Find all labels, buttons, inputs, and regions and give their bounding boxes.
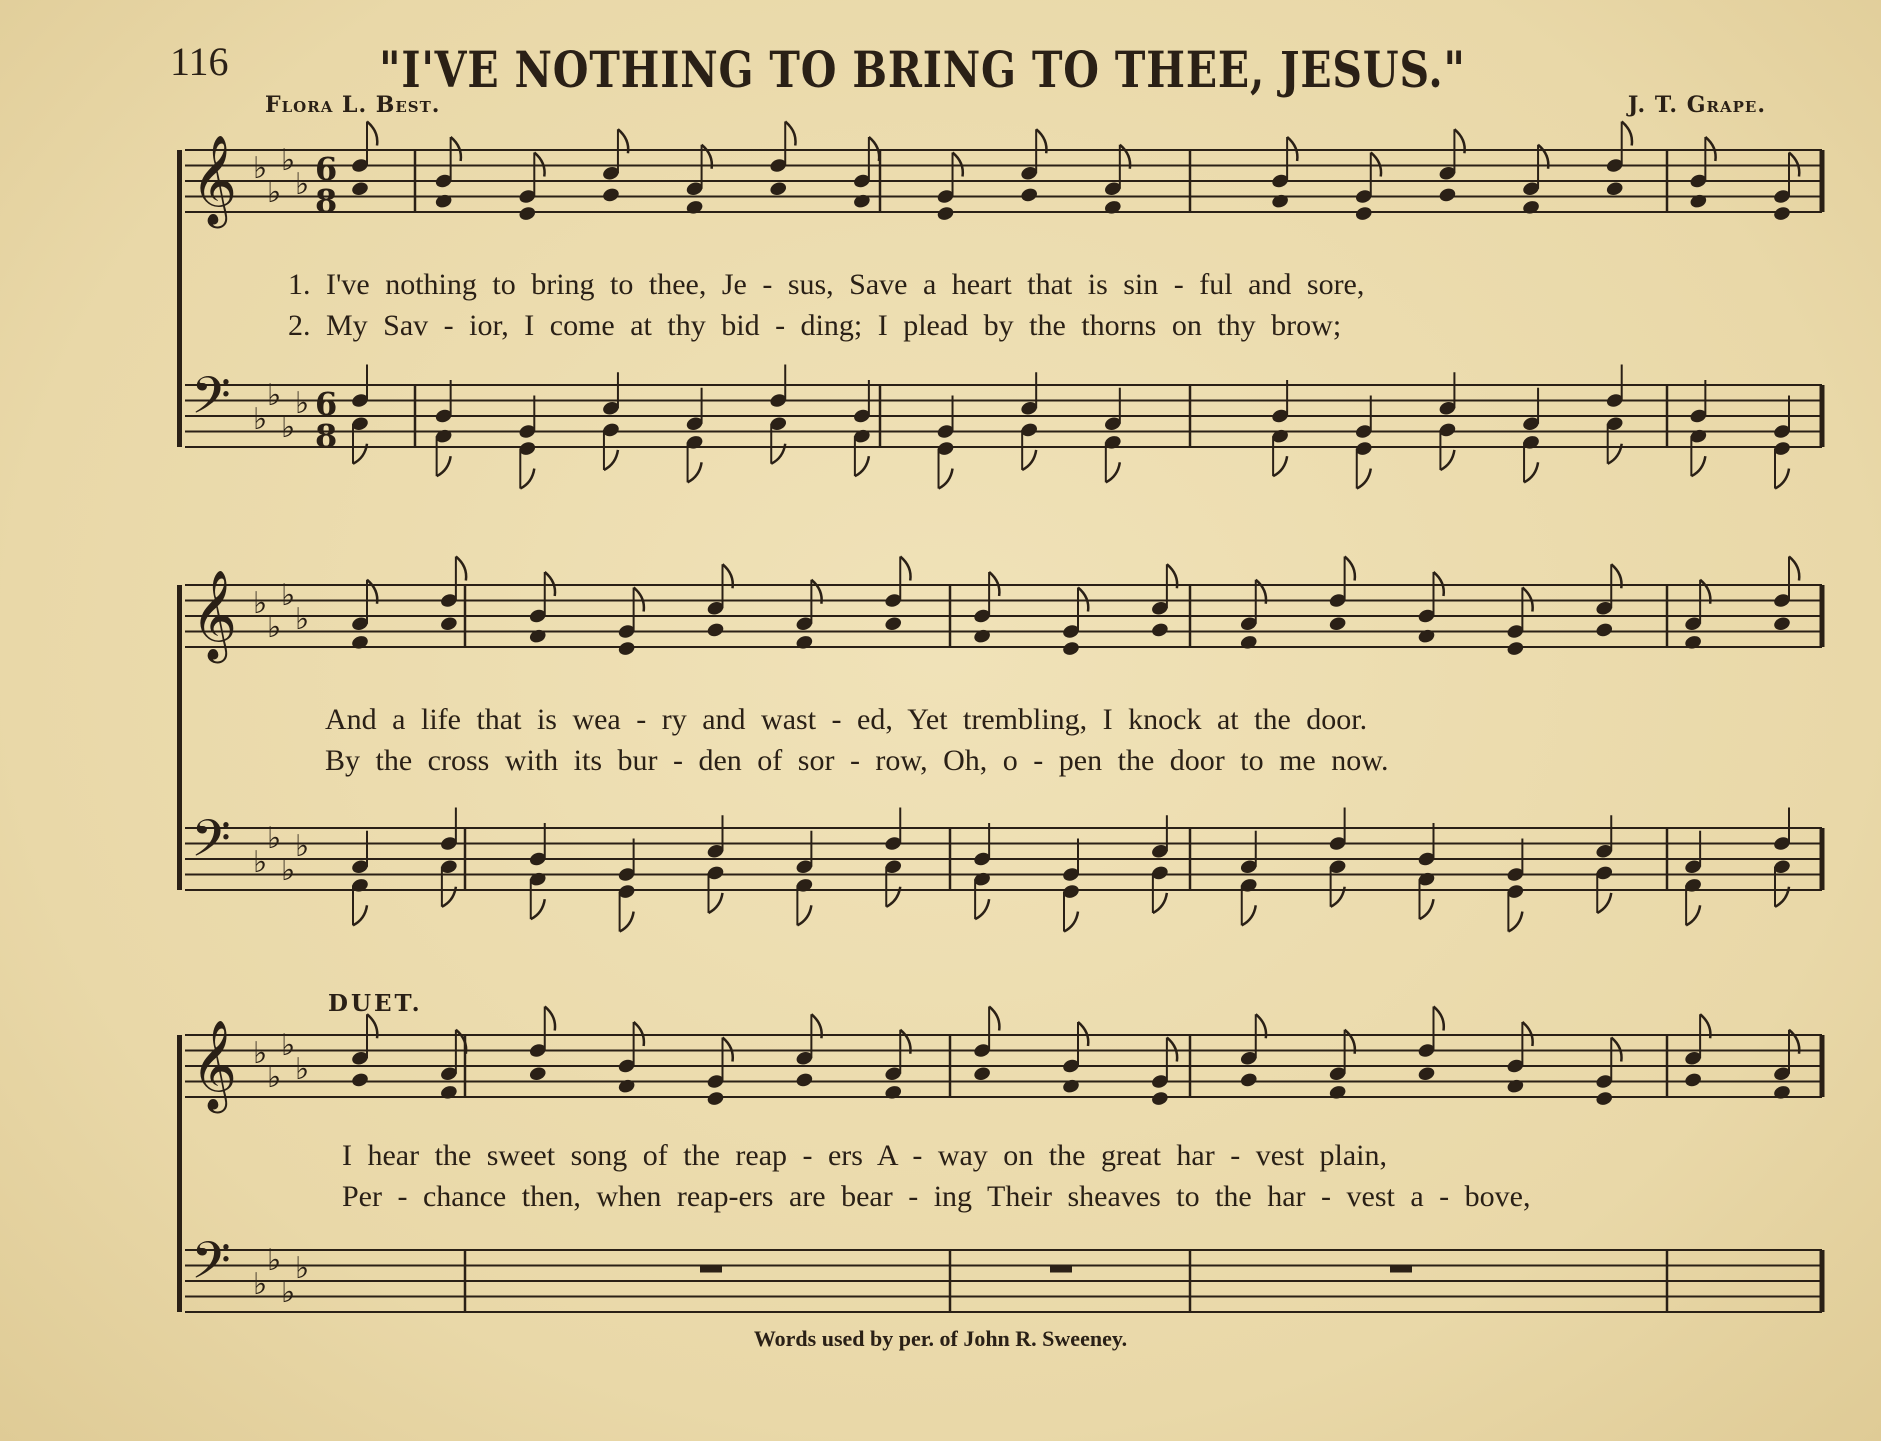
note-flag: [353, 905, 367, 925]
note-head: [1061, 1078, 1080, 1095]
note-head: [1417, 1065, 1436, 1082]
flat-icon: ♭: [281, 578, 296, 613]
flat-icon: ♭: [253, 402, 268, 437]
note-flag: [437, 456, 451, 476]
note-head: [1150, 622, 1169, 639]
note-head: [1506, 640, 1525, 657]
hymn-title: "I'VE NOTHING TO BRING TO THEE, JESUS.": [379, 40, 1466, 99]
flat-icon: ♭: [267, 610, 282, 645]
note-head: [973, 1065, 992, 1082]
system-3-verse-2: Per - chance then, when reap-ers are bear - ing Their sheaves to the har - vest a - bove,: [342, 1180, 1531, 1213]
note-head: [685, 199, 704, 216]
treble-clef-icon: 𝄞: [191, 135, 238, 225]
bass-clef-icon: 𝄢: [191, 1230, 231, 1303]
note-head: [973, 628, 992, 645]
note-head: [617, 1078, 636, 1095]
note-head: [439, 615, 458, 632]
flat-icon: ♭: [281, 143, 296, 178]
time-signature: 8: [315, 417, 338, 455]
note-head: [884, 615, 903, 632]
system-2-brace: [177, 585, 182, 890]
flat-icon: ♭: [281, 853, 296, 888]
flat-icon: ♭: [295, 386, 310, 421]
note-head: [706, 1090, 725, 1107]
note-head: [1595, 622, 1614, 639]
note-head: [528, 1065, 547, 1082]
note-head: [1328, 615, 1347, 632]
whole-rest-icon: [700, 1266, 722, 1273]
note-head: [1061, 640, 1080, 657]
note-head: [1239, 1072, 1258, 1089]
note-head: [1521, 199, 1540, 216]
note-flag: [900, 557, 910, 581]
note-flag: [545, 1007, 555, 1031]
note-head: [1354, 205, 1373, 222]
note-flag: [797, 905, 811, 925]
flat-icon: ♭: [281, 410, 296, 445]
lyricist-credit: Flora L. Best.: [265, 92, 441, 118]
note-flag: [1357, 469, 1371, 489]
note-flag: [1597, 893, 1611, 913]
system-3-brace: [177, 1035, 182, 1312]
system-1-verse-2: 2. My Sav - ior, I come at thy bid - ding; I plead by the thorns on thy brow;: [288, 309, 1342, 342]
note-head: [1772, 615, 1791, 632]
note-head: [1506, 1078, 1525, 1095]
note-head: [769, 180, 788, 197]
flat-icon: ♭: [267, 821, 282, 856]
note-flag: [939, 469, 953, 489]
time-signature: 8: [315, 182, 338, 220]
flat-icon: ♭: [281, 1028, 296, 1063]
note-head: [1684, 634, 1703, 651]
note-head: [1150, 1090, 1169, 1107]
note-head: [1103, 199, 1122, 216]
note-flag: [1273, 456, 1287, 476]
composer-credit: J. T. Grape.: [1627, 92, 1766, 118]
note-head: [1689, 193, 1708, 210]
flat-icon: ♭: [295, 167, 310, 202]
note-flag: [531, 899, 545, 919]
note-head: [1417, 628, 1436, 645]
note-head: [1271, 193, 1290, 210]
page-number: 116: [170, 39, 229, 84]
note-flag: [1508, 912, 1522, 932]
note-head: [1684, 1072, 1703, 1089]
time-signature: 6: [315, 385, 338, 423]
note-flag: [1686, 905, 1700, 925]
note-head: [350, 634, 369, 651]
flat-icon: ♭: [295, 829, 310, 864]
flat-icon: ♭: [253, 845, 268, 880]
note-flag: [456, 557, 466, 581]
note-head: [884, 1084, 903, 1101]
flat-icon: ♭: [267, 1243, 282, 1278]
system-1-brace: [177, 150, 182, 447]
note-head: [518, 205, 537, 222]
note-head: [617, 640, 636, 657]
note-head: [936, 205, 955, 222]
note-flag: [1524, 462, 1538, 482]
note-head: [439, 1084, 458, 1101]
flat-icon: ♭: [253, 586, 268, 621]
note-flag: [1691, 456, 1705, 476]
note-flag: [1345, 557, 1355, 581]
note-flag: [1153, 893, 1167, 913]
duet-label: DUET.: [328, 990, 423, 1017]
time-signature: 6: [315, 150, 338, 188]
system-3-verse-1: I hear the sweet song of the reap - ers A - way on the great har - vest plain,: [342, 1139, 1388, 1172]
flat-icon: ♭: [267, 378, 282, 413]
note-flag: [989, 1007, 999, 1031]
treble-clef-icon: 𝄞: [191, 570, 238, 660]
note-head: [1605, 180, 1624, 197]
flat-icon: ♭: [281, 1275, 296, 1310]
note-flag: [620, 912, 634, 932]
note-flag: [1789, 557, 1799, 581]
note-flag: [785, 122, 795, 146]
note-flag: [688, 462, 702, 482]
note-flag: [709, 893, 723, 913]
note-head: [528, 628, 547, 645]
system-2-verse-1: And a life that is wea - ry and wast - ed, Yet trembling, I knock at the door.: [325, 703, 1368, 736]
note-flag: [1420, 899, 1434, 919]
treble-clef-icon: 𝄞: [191, 1020, 238, 1110]
note-head: [350, 1072, 369, 1089]
bass-clef-icon: 𝄢: [191, 808, 231, 881]
note-flag: [1775, 469, 1789, 489]
note-flag: [975, 899, 989, 919]
note-flag: [367, 122, 377, 146]
note-flag: [604, 450, 618, 470]
flat-icon: ♭: [295, 602, 310, 637]
bass-clef-icon: 𝄢: [191, 365, 231, 438]
flat-icon: ♭: [253, 1267, 268, 1302]
note-head: [1438, 187, 1457, 204]
system-2-verse-2: By the cross with its bur - den of sor - row, Oh, o - pen the door to me now.: [325, 744, 1389, 777]
note-head: [795, 634, 814, 651]
note-flag: [1440, 450, 1454, 470]
flat-icon: ♭: [295, 1251, 310, 1286]
note-flag: [1434, 1007, 1444, 1031]
note-head: [795, 1072, 814, 1089]
note-head: [601, 187, 620, 204]
note-head: [350, 180, 369, 197]
note-flag: [1064, 912, 1078, 932]
note-head: [1772, 1084, 1791, 1101]
flat-icon: ♭: [267, 1060, 282, 1095]
note-head: [434, 193, 453, 210]
note-flag: [1022, 450, 1036, 470]
note-flag: [1622, 122, 1632, 146]
note-flag: [1242, 905, 1256, 925]
flat-icon: ♭: [253, 151, 268, 186]
note-flag: [1106, 462, 1120, 482]
note-head: [1239, 634, 1258, 651]
note-head: [1772, 205, 1791, 222]
whole-rest-icon: [1390, 1266, 1412, 1273]
note-head: [1595, 1090, 1614, 1107]
note-head: [706, 622, 725, 639]
flat-icon: ♭: [253, 1036, 268, 1071]
note-flag: [855, 456, 869, 476]
note-flag: [520, 469, 534, 489]
flat-icon: ♭: [267, 175, 282, 210]
system-1-verse-1: 1. I've nothing to bring to thee, Je - sus, Save a heart that is sin - ful and sore,: [288, 268, 1365, 301]
permission-credit: Words used by per. of John R. Sweeney.: [753, 1326, 1128, 1351]
whole-rest-icon: [1050, 1266, 1072, 1273]
note-head: [1020, 187, 1039, 204]
note-head: [852, 193, 871, 210]
flat-icon: ♭: [295, 1052, 310, 1087]
note-head: [1328, 1084, 1347, 1101]
